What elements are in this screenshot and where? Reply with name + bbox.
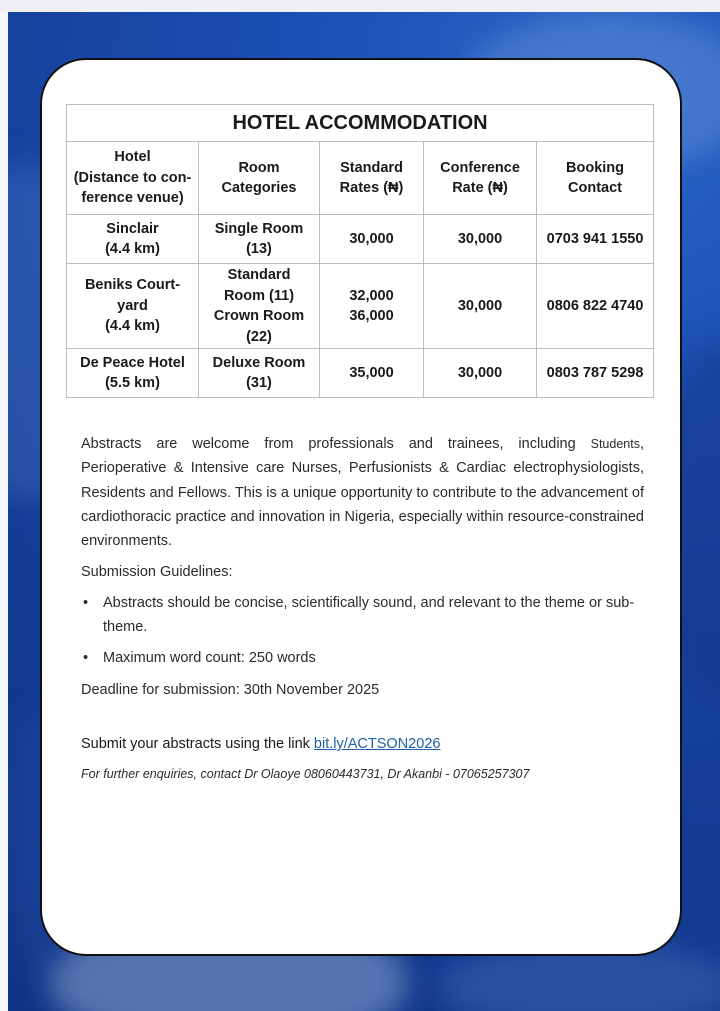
- submission-link[interactable]: bit.ly/ACTSON2026: [313, 735, 441, 752]
- standard-rate-cell: 32,000 36,000: [320, 264, 424, 349]
- room-cell: Deluxe Room (31): [199, 349, 320, 398]
- standard-rate-cell: 35,000: [320, 349, 424, 398]
- top-strip: [0, 0, 720, 12]
- list-item: • Abstracts should be concise, scientifically sound, and relevant to the theme or sub-theme.: [81, 591, 644, 640]
- bullet-icon: •: [83, 650, 89, 667]
- deadline-text: Deadline for submission: 30th November 2025: [81, 681, 380, 698]
- guidelines-list: [81, 591, 644, 671]
- header-conference-rate: Conference Rate (₦): [424, 142, 537, 215]
- call-for-abstracts: [81, 432, 644, 787]
- table-row: [67, 264, 654, 349]
- standard-rate-cell: 30,000: [320, 215, 424, 264]
- table-row: [67, 349, 654, 398]
- header-hotel: Hotel (Distance to con- ference venue): [67, 142, 199, 215]
- hotel-cell: De Peace Hotel (5.5 km): [67, 349, 199, 398]
- header-booking-contact: Booking Contact: [537, 142, 654, 215]
- room-cell: Single Room (13): [199, 215, 320, 264]
- table-title: HOTEL ACCOMMODATION: [67, 105, 654, 142]
- list-item: • Maximum word count: 250 words: [81, 646, 644, 670]
- header-room-categories: Room Categories: [199, 142, 320, 215]
- conference-rate-cell: 30,000: [424, 215, 537, 264]
- booking-contact-cell: 0806 822 4740: [537, 264, 654, 349]
- hotel-cell: Beniks Court- yard (4.4 km): [67, 264, 199, 349]
- submit-line: Submit your abstracts using the link bit.ly/ACTSON2026: [81, 735, 441, 752]
- hotel-accommodation-table: [66, 104, 654, 398]
- booking-contact-cell: 0703 941 1550: [537, 215, 654, 264]
- table-row: [67, 215, 654, 264]
- conference-rate-cell: 30,000: [424, 264, 537, 349]
- guidelines-heading: Submission Guidelines:: [81, 564, 233, 581]
- table-header-row: [67, 142, 654, 215]
- content-card: [40, 58, 682, 956]
- intro-paragraph: Abstracts are welcome from professionals and trainees, including Students, Perioperative & Intensive care Nurses, Perfusionists & Cardiac electrophysiologists, Residents and Fellows. This is a unique opportunity to contribute to the advancement of cardiothoracic practice and innovation in Nigeria, especially within resource-constrained environments.: [81, 436, 644, 550]
- conference-rate-cell: 30,000: [424, 349, 537, 398]
- room-cell: Standard Room (11) Crown Room (22): [199, 264, 320, 349]
- bullet-icon: •: [83, 594, 89, 611]
- enquiries-text: For further enquiries, contact Dr Olaoye 08060443731, Dr Akanbi - 07065257307: [81, 767, 530, 782]
- hotel-cell: Sinclair (4.4 km): [67, 215, 199, 264]
- booking-contact-cell: 0803 787 5298: [537, 349, 654, 398]
- header-standard-rates: Standard Rates (₦): [320, 142, 424, 215]
